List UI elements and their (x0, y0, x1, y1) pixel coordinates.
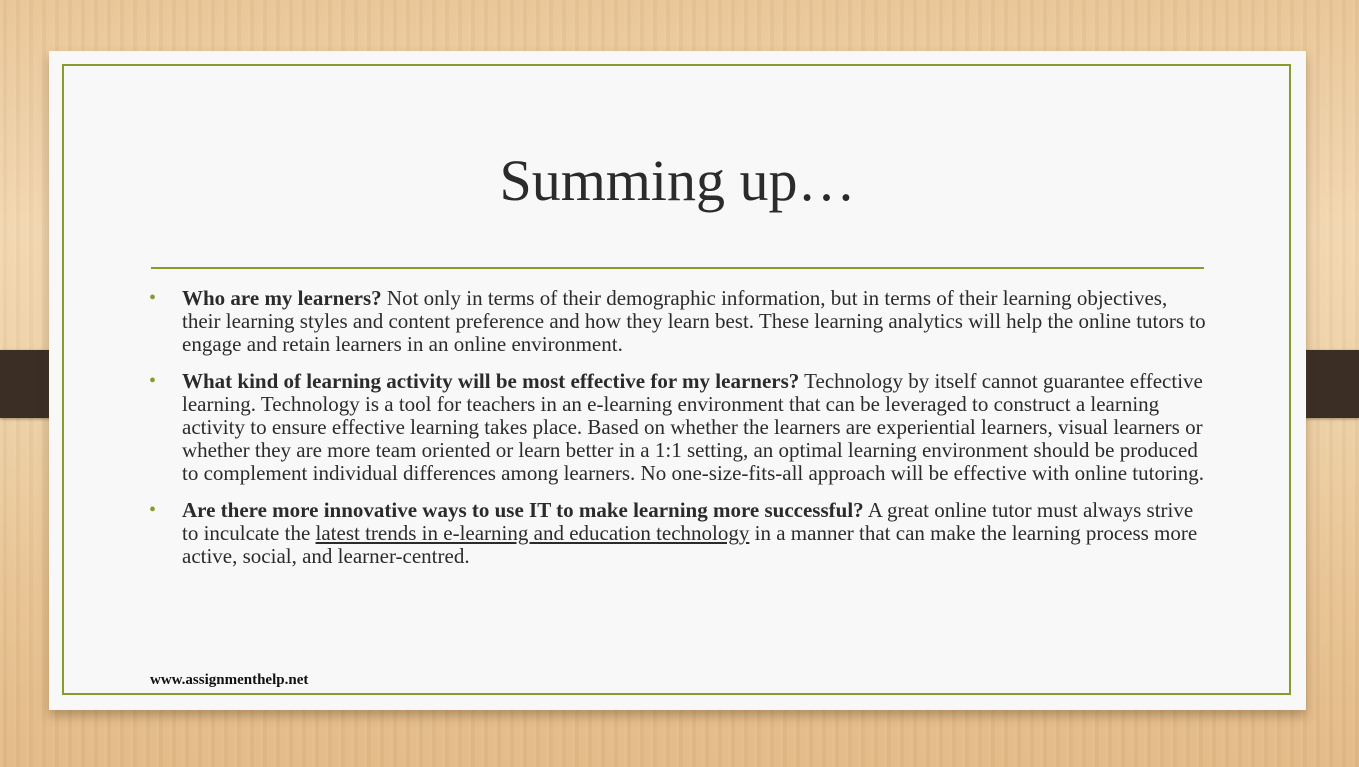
title-divider (151, 267, 1204, 269)
bullet-item (149, 499, 1209, 568)
slide-title: Summing up… (499, 148, 856, 213)
bullet-dot-icon: • (149, 287, 157, 309)
bullet-text: in a manner that can make the learning process more active, social, and learner-centred. (182, 521, 1198, 568)
bullet-text: A great online tutor must always strive to inculcate the (182, 498, 1194, 545)
trends-link[interactable]: latest trends in e-learning and education technology (315, 521, 750, 545)
bullet-text: Technology by itself cannot guarantee effective learning. Technology is a tool for teachers in an e-learning environment that can be leveraged to construct a learning activity to ensure effective learning takes place. Based on whether the learners are experiential learners, visual learners or whether they are more team oriented or learn better in a 1:1 setting, an optimal learning environment should be produced to complement individual differences among learners. No one-size-fits-all approach will be effective with online tutoring. (182, 369, 1205, 485)
slide (49, 51, 1306, 710)
bullet-list (149, 287, 1209, 582)
bullet-question: Who are my learners? (182, 286, 382, 310)
bullet-item (149, 287, 1209, 356)
bullet-question: What kind of learning activity will be most effective for my learners? (182, 369, 800, 393)
bullet-question: Are there more innovative ways to use IT to make learning more successful? (182, 498, 864, 522)
bullet-dot-icon: • (149, 499, 157, 521)
bullet-text: Not only in terms of their demographic information, but in terms of their learning objectives, their learning styles and content preference and how they learn best. These learning analytics will help the online tutors to engage and retain learners in an online environment. (182, 286, 1206, 356)
bullet-item (149, 370, 1209, 485)
bullet-dot-icon: • (149, 370, 157, 392)
footer-website: www.assignmenthelp.net (150, 672, 309, 688)
